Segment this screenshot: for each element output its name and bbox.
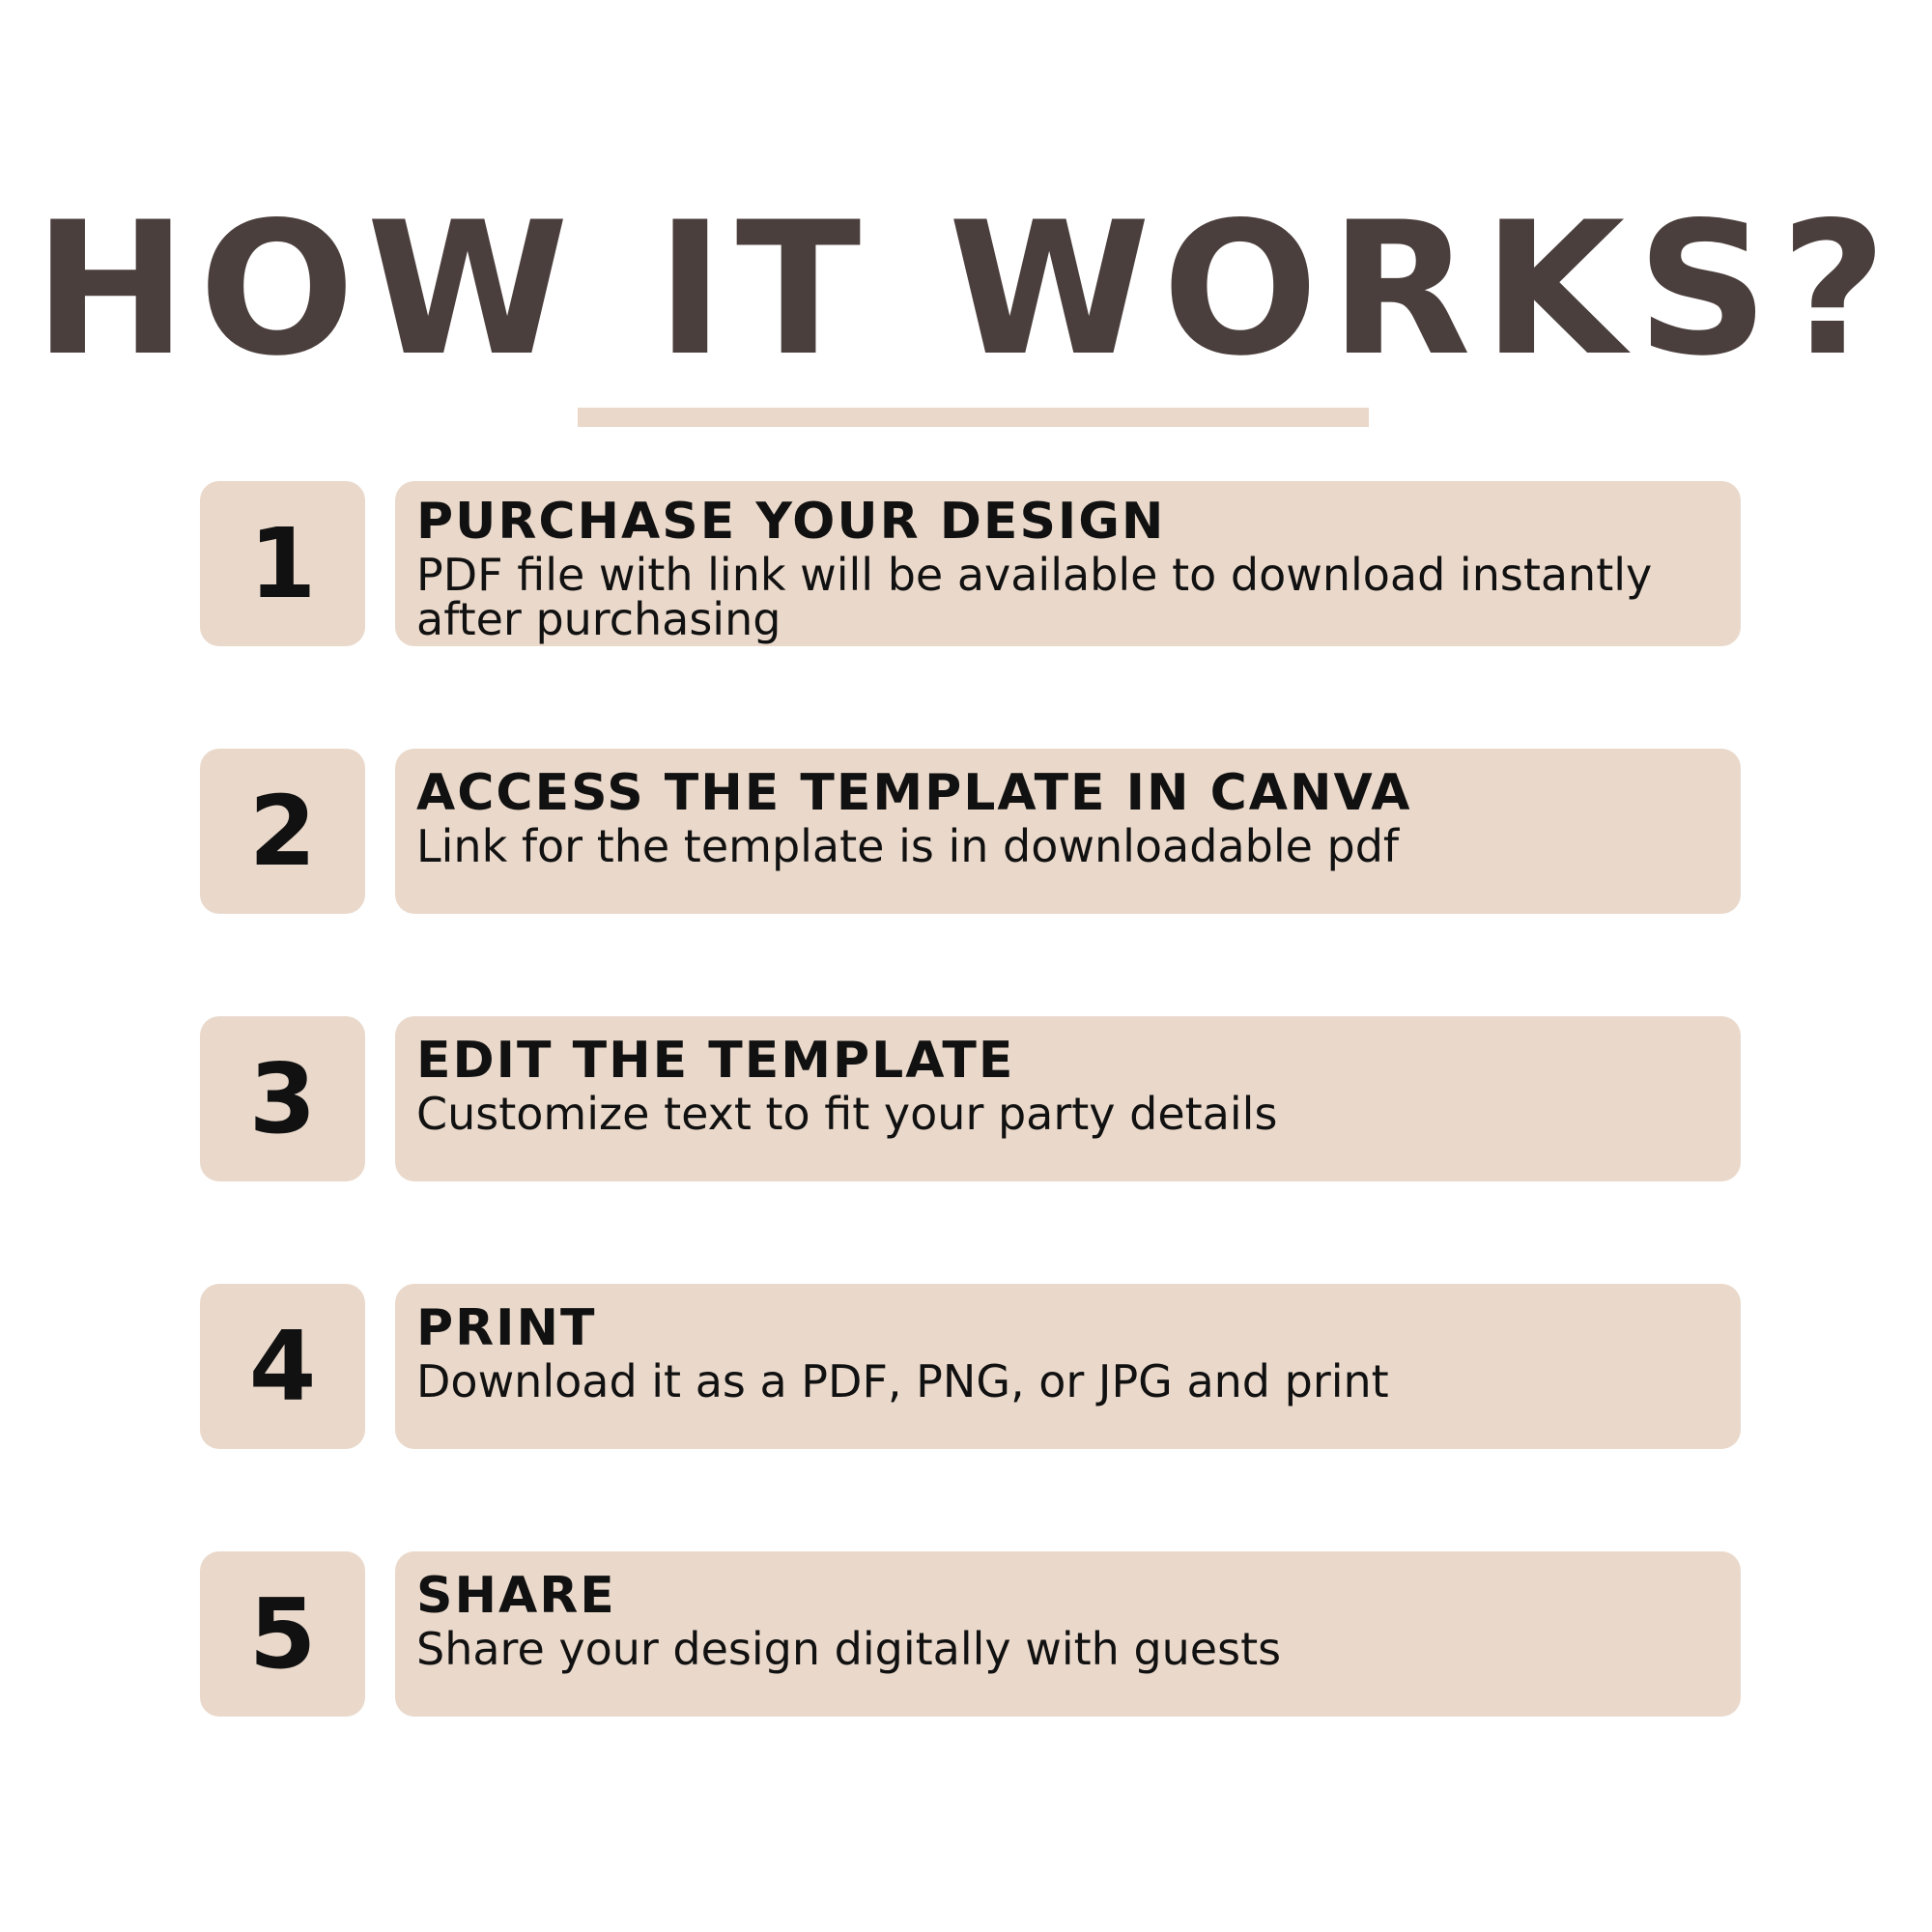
step-title: SHARE [416, 1567, 616, 1625]
step-title: EDIT THE TEMPLATE [416, 1032, 1015, 1090]
step-description: Link for the template is in downloadable pdf [416, 820, 1400, 872]
step-description: Download it as a PDF, PNG, or JPG and print [416, 1355, 1389, 1407]
step-number: 1 [248, 506, 317, 620]
step-content-box [395, 481, 1741, 646]
step-1 [200, 481, 1741, 646]
step-number: 5 [248, 1577, 317, 1690]
step-description: Customize text to fit your party details [416, 1088, 1278, 1140]
step-number-box [200, 1551, 365, 1717]
step-title: ACCESS THE TEMPLATE IN CANVA [416, 764, 1412, 822]
step-title: PURCHASE YOUR DESIGN [416, 493, 1166, 551]
step-3 [200, 1016, 1741, 1181]
step-number: 3 [248, 1041, 317, 1155]
step-content-box [395, 1016, 1741, 1181]
step-number: 2 [248, 774, 317, 888]
step-2 [200, 749, 1741, 914]
step-content-box [395, 749, 1741, 914]
step-content-box [395, 1284, 1741, 1449]
step-4 [200, 1284, 1741, 1449]
step-number-box [200, 1284, 365, 1449]
step-content-box [395, 1551, 1741, 1717]
step-number-box [200, 1016, 365, 1181]
step-number: 4 [248, 1309, 317, 1423]
step-5 [200, 1551, 1741, 1717]
step-number-box [200, 749, 365, 914]
page-title: HOW IT WORKS? [33, 183, 1899, 396]
title-divider [578, 408, 1369, 427]
step-title: PRINT [416, 1299, 597, 1357]
step-description: Share your design digitally with guests [416, 1623, 1282, 1675]
step-description: PDF file with link will be available to download instantly after purchasing [416, 549, 1653, 645]
step-number-box [200, 481, 365, 646]
